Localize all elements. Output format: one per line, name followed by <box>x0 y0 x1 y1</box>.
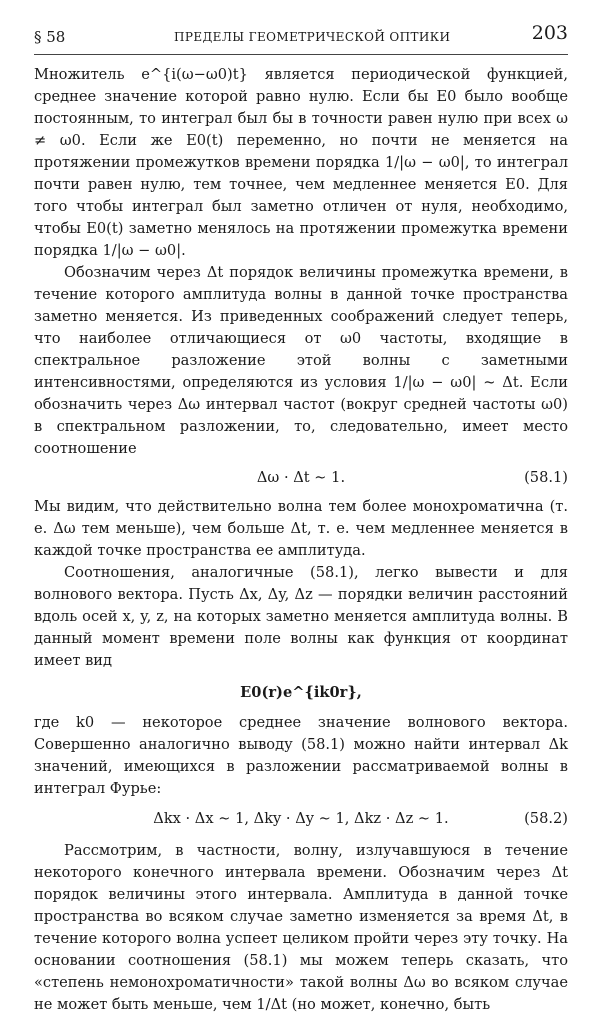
paragraph-6: Рассмотрим, в частности, волну, излучавшуюся в течение некоторого конечного интервала времени. Обозначим через Δt порядок величины этого интервала. Амплитуда в данной точке пространства во всяком случае заметно изменяется за время Δt, в течение которого волна успеет целиком пройти через эту точку. На основании соотношения (58.1) мы можем теперь сказать, что «степень немонохроматичности» такой волны Δω во всяком случае не может быть меньше, чем 1/Δt (но может, конечно, быть <box>34 842 568 1013</box>
page-body <box>34 64 568 1016</box>
header-rule <box>34 54 568 55</box>
section-number: § 58 <box>34 28 66 46</box>
page-header <box>34 22 568 48</box>
paragraph-4: Соотношения, аналогичные (58.1), легко вывести и для волнового вектора. Пусть Δx, Δy, Δz — порядки величин расстояний вдоль осей x, y, z, на которых заметно меняется амплитуда волны. В данный момент времени поле волны как функция от координат имеет вид <box>34 564 568 669</box>
paragraph-5: где k0 — некоторое среднее значение волнового вектора. Совершенно аналогично выводу (58.1) можно найти интервал Δk значений, имеющихся в разложении рассматриваемой волны в интеграл Фурье: <box>34 714 568 797</box>
page-number: 203 <box>531 22 568 44</box>
equation-58-2 <box>34 800 568 840</box>
paragraph-1: Множитель e^{i(ω−ω0)t} является периодической функцией, среднее значение которой равно нулю. Если бы E0 было вообще постоянным, то интеграл был бы в точности равен нулю при всех ω ≠ ω0. Если же E0(t) переменно, но почти не меняется на протяжении промежутков времени порядка 1/|ω − ω0|, то интеграл почти равен нулю, тем точнее, чем медленнее меняется E0. Для того чтобы интеграл был заметно отличен от нуля, необходимо, чтобы E0(t) заметно менялось на протяжении промежутка времени порядка 1/|ω − ω0|. <box>34 66 568 259</box>
equation-58-1-body: Δω · Δt ∼ 1. <box>256 469 346 486</box>
equation-field-body: E0(r)e^{ik0r}, <box>240 684 362 701</box>
equation-58-2-body: Δkx · Δx ∼ 1, Δky · Δy ∼ 1, Δkz · Δz ∼ 1. <box>153 810 449 827</box>
paragraph-3: Мы видим, что действительно волна тем более монохроматична (т. е. Δω тем меньше), чем больше Δt, т. е. чем медленнее меняется в каждой точке пространства ее амплитуда. <box>34 498 568 559</box>
equation-58-1 <box>34 460 568 496</box>
equation-58-2-number: (58.2) <box>524 810 568 827</box>
equation-field <box>34 672 568 712</box>
paragraph-2: Обозначим через Δt порядок величины промежутка времени, в течение которого амплитуда волны в данной точке пространства заметно меняется. Из приведенных соображений следует теперь, что наиболее отличающиеся от ω0 частоты, входящие в спектральное разложение этой волны с заметными интенсивностями, определяются из условия 1/|ω − ω0| ~ Δt. Если обозначить через Δω интервал частот (вокруг средней частоты ω0) в спектральном разложении, то, следовательно, имеет место соотношение <box>34 264 568 457</box>
running-title: ПРЕДЕЛЫ ГЕОМЕТРИЧЕСКОЙ ОПТИКИ <box>174 30 451 44</box>
equation-58-1-number: (58.1) <box>524 469 568 486</box>
